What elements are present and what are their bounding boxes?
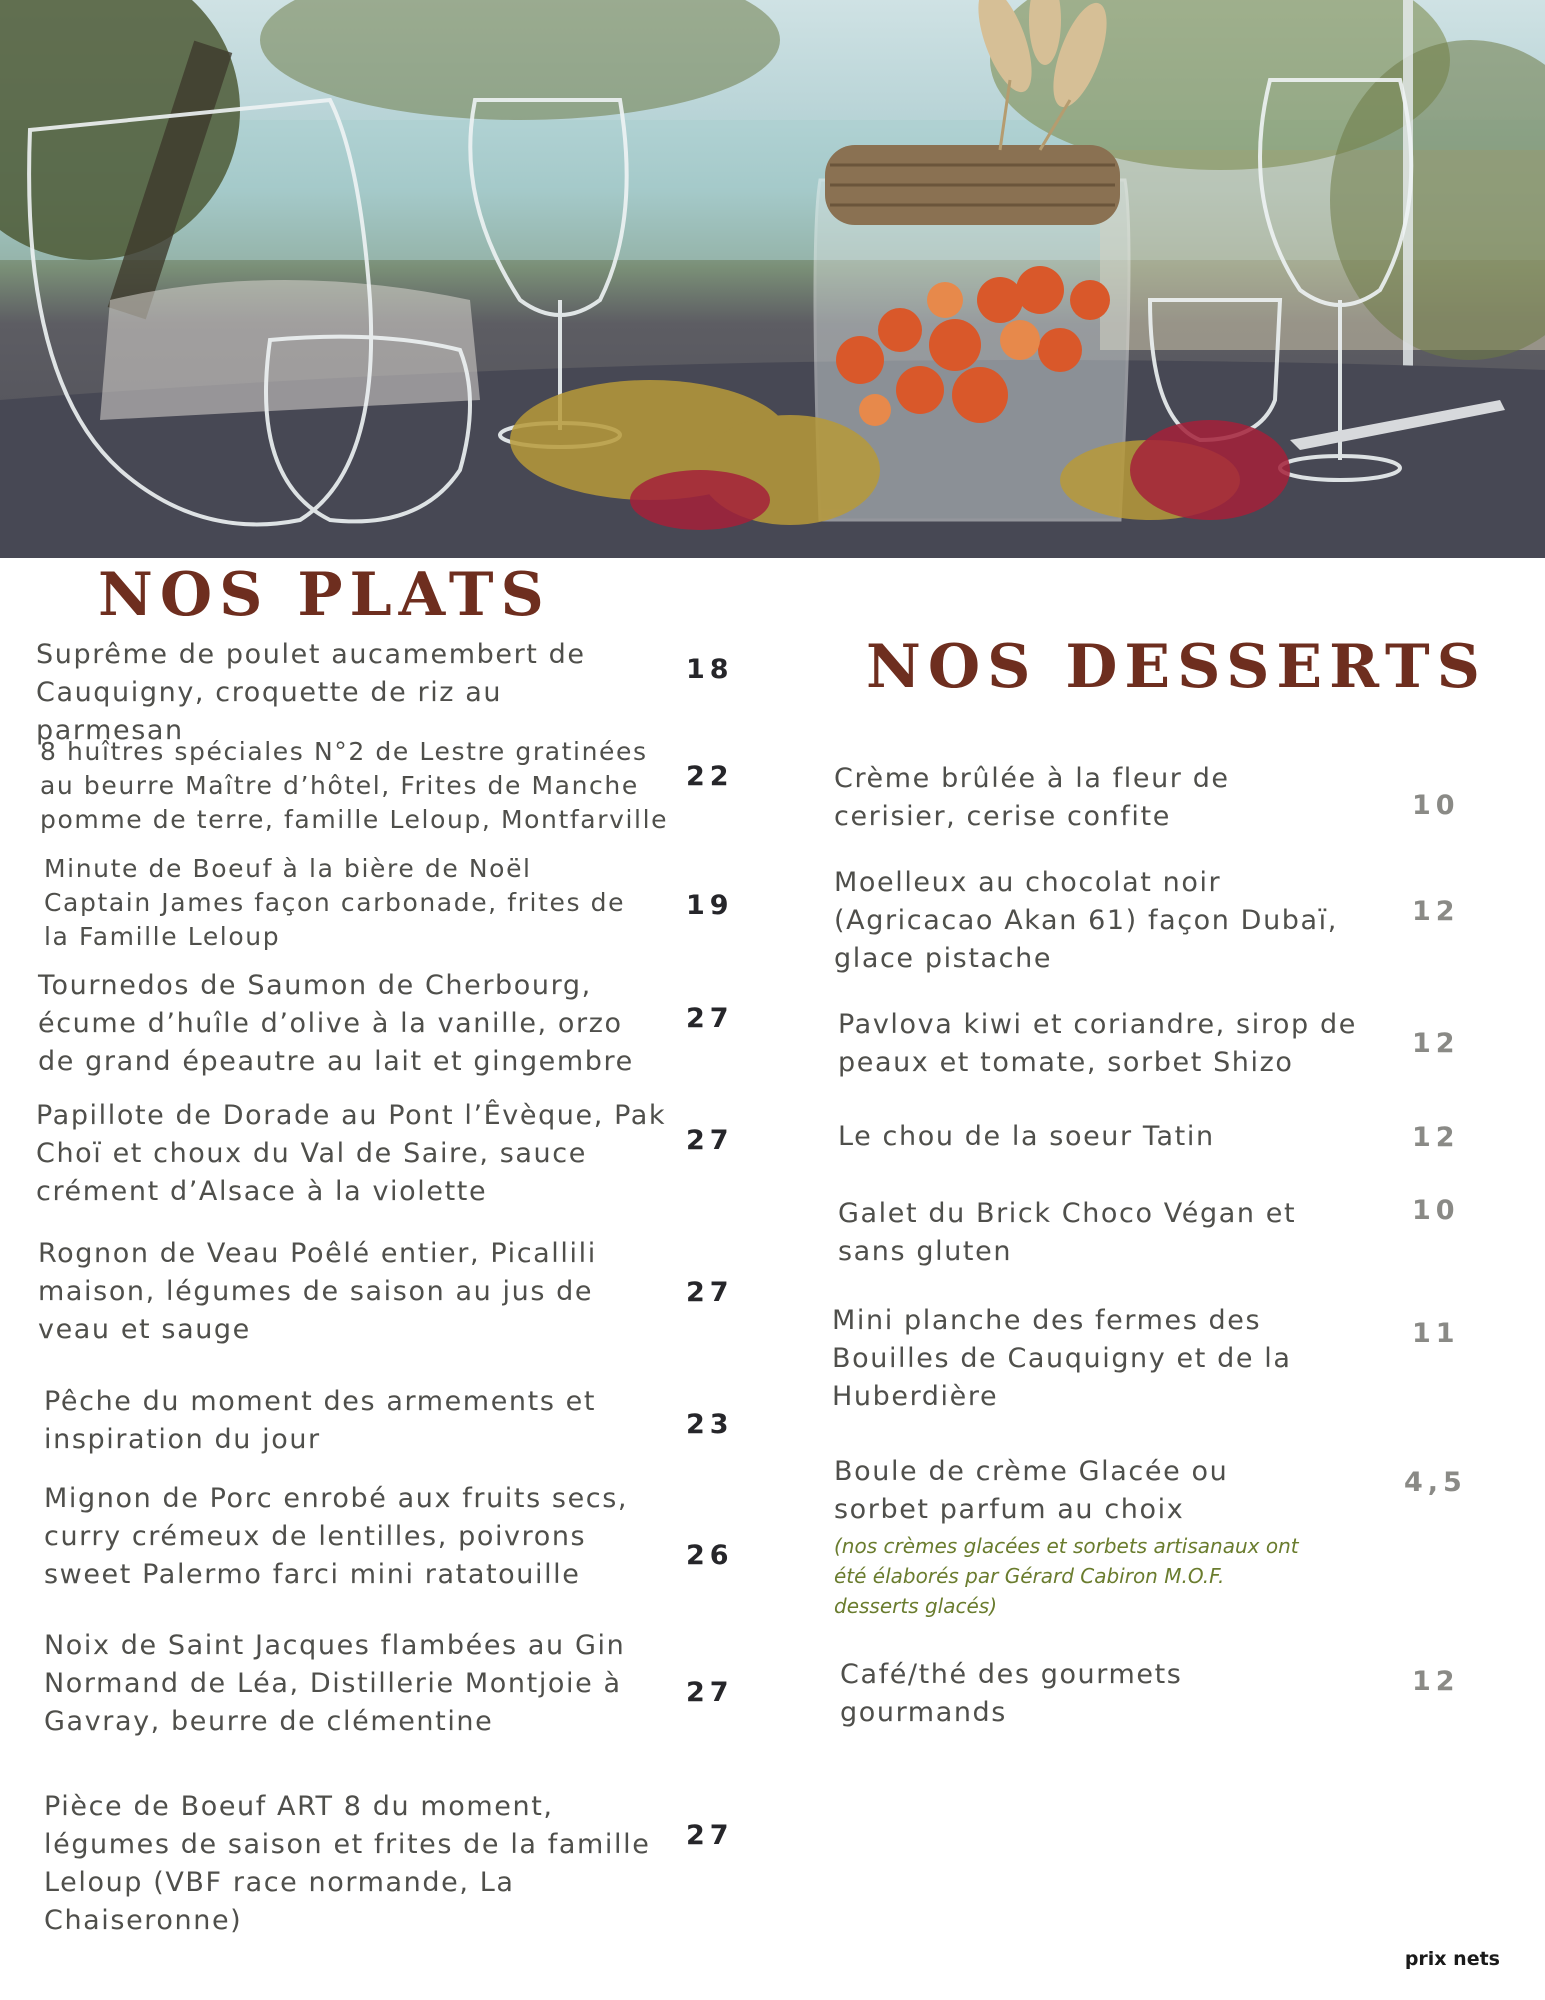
dish-name: Pêche du moment des armements et inspiration du jour xyxy=(44,1386,597,1455)
dish-name: Papillote de Dorade au Pont l’Êvèque, Pak Choï et choux du Val de Saire, sauce crément d’Alsace à la violette xyxy=(36,1100,667,1207)
dish-price: 23 xyxy=(686,1409,734,1440)
dish-name: 8 huîtres spéciales N°2 de Lestre gratinées au beurre Maître d’hôtel, Frites de Manche pomme de terre, famille Leloup, Montfarville xyxy=(40,737,669,834)
dessert-name: Mini planche des fermes des Bouilles de Cauquigny et de la Huberdière xyxy=(832,1305,1292,1412)
dessert-name: Pavlova kiwi et coriandre, sirop de peaux et tomate, sorbet Shizo xyxy=(838,1009,1357,1078)
dish-price: 26 xyxy=(686,1540,734,1571)
dish-name: Minute de Boeuf à la bière de Noël Captain James façon carbonade, frites de la Famille Leloup xyxy=(44,854,626,951)
dish-price: 27 xyxy=(686,1677,734,1708)
dish-price: 19 xyxy=(686,890,734,921)
prices-note: prix nets xyxy=(1404,1948,1500,1970)
dish-price: 18 xyxy=(686,654,734,685)
dish-name: Mignon de Porc enrobé aux fruits secs, curry crémeux de lentilles, poivrons sweet Palermo farci mini ratatouille xyxy=(44,1483,629,1590)
dessert-price: 11 xyxy=(1412,1318,1460,1349)
dessert-price: 12 xyxy=(1412,896,1460,927)
dish-name: Noix de Saint Jacques flambées au Gin Normand de Léa, Distillerie Montjoie à Gavray, beurre de clémentine xyxy=(44,1630,626,1737)
dish-price: 22 xyxy=(686,761,734,792)
dessert-price: 10 xyxy=(1412,790,1460,821)
dessert-price: 12 xyxy=(1412,1666,1460,1697)
dessert-name: Moelleux au chocolat noir (Agricacao Akan 61) façon Dubaï, glace pistache xyxy=(834,867,1338,974)
dessert-price: 4,5 xyxy=(1404,1467,1467,1498)
table-setting-illustration xyxy=(0,0,1545,558)
dish-price: 27 xyxy=(686,1277,734,1308)
dish-name: Suprême de poulet aucamembert de Cauquigny, croquette de riz au parmesan xyxy=(36,639,586,746)
dish-price: 27 xyxy=(686,1820,734,1851)
desserts-heading: NOS DESSERTS xyxy=(866,632,1487,702)
dessert-price: 12 xyxy=(1412,1122,1460,1153)
dessert-name: Café/thé des gourmets gourmands xyxy=(840,1659,1183,1728)
header-photo xyxy=(0,0,1545,558)
dessert-price: 12 xyxy=(1412,1028,1460,1059)
dish-price: 27 xyxy=(686,1003,734,1034)
plats-heading: NOS PLATS xyxy=(98,560,551,630)
dish-name: Rognon de Veau Poêlé entier, Picallili maison, légumes de saison au jus de veau et sauge xyxy=(38,1238,597,1345)
dessert-name: Le chou de la soeur Tatin xyxy=(838,1121,1215,1152)
dessert-name: Galet du Brick Choco Végan et sans gluten xyxy=(838,1198,1297,1267)
dessert-price: 10 xyxy=(1412,1195,1460,1226)
dish-price: 27 xyxy=(686,1125,734,1156)
dessert-name: Crème brûlée à la fleur de cerisier, cerise confite xyxy=(834,763,1230,832)
ice-cream-note: (nos crèmes glacées et sorbets artisanaux ont été élaborés par Gérard Cabiron M.O.F. desserts glacés) xyxy=(834,1534,1299,1618)
dish-name: Pièce de Boeuf ART 8 du moment, légumes de saison et frites de la famille Leloup (VBF race normande, La Chaiseronne) xyxy=(44,1791,651,1936)
dessert-name: Boule de crème Glacée ou sorbet parfum au choix xyxy=(834,1456,1229,1525)
dish-name: Tournedos de Saumon de Cherbourg, écume d’huîle d’olive à la vanille, orzo de grand épeautre au lait et gingembre xyxy=(38,970,634,1077)
